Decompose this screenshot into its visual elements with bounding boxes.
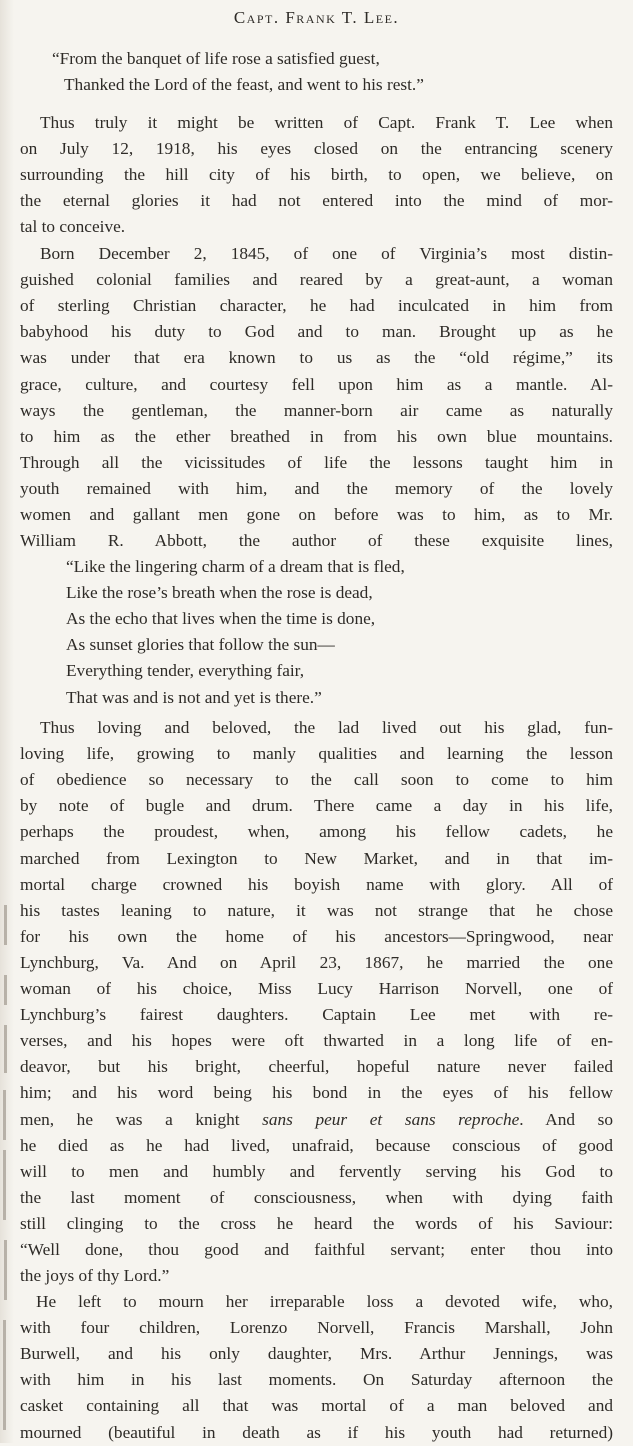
text-line: the last moment of consciousness, when with dying faith [20, 1187, 613, 1207]
text-line: marched from Lexington to New Market, and in that im- [20, 848, 613, 868]
poem-line: That was and is not and yet is there.” [66, 687, 322, 707]
poem-line: “Like the lingering charm of a dream that is fled, [66, 557, 405, 576]
text-line: Lynchburg’s fairest daughters. Captain Lee met with re- [20, 1005, 613, 1025]
text-line: “From the banquet of life rose a satisfied guest, [52, 49, 380, 68]
margin-mark [4, 975, 7, 1005]
margin-mark [4, 1025, 7, 1073]
text-line: men, he was a knight sans peur et sans reproche. And so [20, 1109, 613, 1129]
margin-mark [3, 1090, 6, 1140]
text-line: his tastes leaning to nature, it was not strange that he chose [20, 900, 613, 920]
poem-line: As the echo that lives when the time is done, [66, 609, 376, 629]
text-line: He left to mourn her irreparable loss a devoted wife, who, [36, 1292, 613, 1311]
text-line: mortal charge crowned his boyish name with glory. All of [20, 874, 613, 894]
text-line: him; and his word being his bond in the eyes of his fellow [20, 1083, 613, 1103]
text-line: Thus truly it might be written of Capt. Frank T. Lee when [40, 113, 613, 132]
text-line: Thanked the Lord of the feast, and went to his rest.” [64, 75, 424, 95]
text-line: with four children, Lorenzo Norvell, Francis Marshall, John [20, 1318, 613, 1338]
text-line: with him in his last moments. On Saturday afternoon the [20, 1370, 613, 1390]
poem-line: Like the rose’s breath when the rose is dead, [66, 583, 373, 603]
text-line: the joys of thy Lord.” [20, 1266, 170, 1286]
text-line: he died as he had lived, unafraid, because conscious of good [20, 1135, 613, 1155]
text-line: grace, culture, and courtesy fell upon him as a mantle. Al- [20, 374, 613, 394]
text-line: of obedience so necessary to the call soon to come to him [20, 770, 613, 790]
text-line: Lynchburg, Va. And on April 23, 1867, he married the one [20, 952, 613, 972]
text-line: “Well done, thou good and faithful servant; enter thou into [20, 1240, 613, 1259]
text-line: will to men and humbly and fervently serving his God to [20, 1161, 613, 1181]
text-line: Born December 2, 1845, of one of Virginia’s most distin- [40, 244, 613, 263]
text-line: babyhood his duty to God and to man. Brought up as he [20, 322, 613, 342]
text-line: by note of bugle and drum. There came a day in his life, [20, 796, 613, 816]
text-line: tal to conceive. [20, 217, 126, 237]
text-line: of sterling Christian character, he had inculcated in him from [20, 296, 613, 316]
text-line: youth remained with him, and the memory of the lovely [20, 478, 613, 498]
text-line: mourned (beautiful in death as if his youth had returned) [20, 1422, 613, 1442]
margin-mark [4, 905, 7, 945]
text-line: perhaps the proudest, when, among his fellow cadets, he [20, 822, 613, 842]
text-line: woman of his choice, Miss Lucy Harrison Norvell, one of [20, 979, 613, 998]
text-line: women and gallant men gone on before was to him, as to Mr. [20, 505, 613, 524]
text-line: William R. Abbott, the author of these exquisite lines, [20, 531, 613, 551]
text-line: guished colonial families and reared by a great-aunt, a woman [20, 270, 613, 290]
italic-phrase: sans peur et sans reproche [262, 1109, 520, 1129]
text-line: on July 12, 1918, his eyes closed on the entrancing scenery [20, 139, 613, 159]
text-line: was under that era known to us as the “old régime,” its [20, 348, 613, 368]
text-line: still clinging to the cross he heard the words of his Saviour: [20, 1213, 613, 1233]
text-line: verses, and his hopes were oft thwarted in a long life of en- [20, 1031, 613, 1051]
text-line: casket containing all that was mortal of a man beloved and [20, 1396, 613, 1416]
margin-mark [3, 1150, 6, 1220]
text-line: for his own the home of his ancestors—Springwood, near [20, 926, 613, 946]
text-line: the eternal glories it had not entered into the mind of mor- [20, 191, 613, 211]
poem-line: As sunset glories that follow the sun— [66, 635, 335, 655]
poem-line: Everything tender, everything fair, [66, 661, 305, 681]
margin-mark [3, 1320, 6, 1430]
text-line: to him as the ether breathed in from his own blue mountains. [20, 426, 613, 446]
page-title: Capt. Frank T. Lee. [233, 8, 400, 27]
text-line: Thus loving and beloved, the lad lived out his glad, fun- [40, 718, 613, 737]
text-line: surrounding the hill city of his birth, to open, we believe, on [20, 165, 613, 185]
page-gutter-shadow [0, 0, 14, 1443]
text-line: ways the gentleman, the manner-born air came as naturally [20, 400, 613, 420]
text-line: loving life, growing to manly qualities and learning the lesson [20, 744, 613, 764]
text-line: deavor, but his bright, cheerful, hopeful nature never failed [20, 1057, 613, 1077]
text-line: Burwell, and his only daughter, Mrs. Arthur Jennings, was [20, 1344, 613, 1364]
text-line: Through all the vicissitudes of life the lessons taught him in [20, 452, 613, 472]
margin-mark [4, 1240, 7, 1300]
